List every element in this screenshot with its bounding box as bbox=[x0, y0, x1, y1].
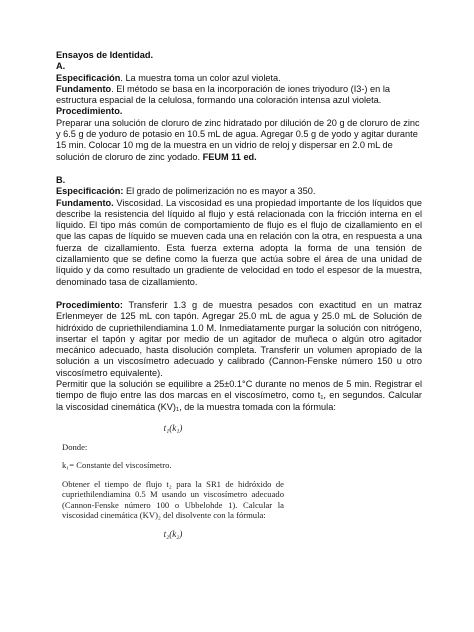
obtener-text: Obtener el tiempo de flujo t₂ para la SR1 de hidróxido de cupriethilendiamina 0.5 M usando un viscosímetro adecuado (Cannon-Fenske número 100 o Ubbelohde 1). Calcular la viscosidad cinemática (KV)₂ del disolvente con la fórmula: bbox=[62, 479, 284, 520]
document-page bbox=[56, 50, 422, 539]
fund-label: Fundamento bbox=[56, 83, 112, 94]
spec-label: Especificación bbox=[56, 72, 121, 83]
proc-label: Procedimiento bbox=[56, 106, 120, 117]
proc-b-text: Transferir 1.3 g de muestra pesados con exactitud en un matraz Erlenmeyer de 125 mL con tapón. Agregar 25.0 mL de agua y 25.0 mL de Solución de hidróxido de cupriethilendiamina 1.0 M. Inmediatamente purgar la solución con nitrógeno, insertar el tapón y agitar por medio de un agitador de muñeca o algún otro agitador mecánico adecuado, hasta disolución completa. Transferir un volumen apropiado de la solución a un viscosímetro adecuado y calibrado (Cannon-Fenske número 150 u otro viscosímetro equivalente). bbox=[56, 299, 422, 378]
proc-b-label: Procedimiento: bbox=[56, 299, 123, 310]
fund-text: . El método se basa en la incorporación de iones triyoduro (I3-) en la estructura espacial de la celulosa, formando una coloración intensa azul violeta. bbox=[56, 83, 390, 106]
scanned-excerpt bbox=[62, 423, 284, 539]
section-b-specification bbox=[56, 186, 422, 197]
section-a-procedimiento: Procedimiento. bbox=[56, 106, 123, 117]
k1-definition: k₁= Constante del viscosímetro. bbox=[62, 460, 172, 471]
section-a-specification bbox=[56, 73, 422, 84]
section-a-letter: A. bbox=[56, 61, 66, 72]
proc-text: Preparar una solución de cloruro de zinc hidratado por dilución de 20 g de cloruro de zinc y 6.5 g de yoduro de potasio en 10.5 mL de agua. Agregar 0.5 g de yodo y agitar durante 15 min. Colocar 10 mg de la muestra en un vidrio de reloj y dispersar en 2.0 mL de solución de cloruro de zinc yodado. bbox=[56, 117, 420, 162]
section-b-fundamento bbox=[56, 198, 422, 288]
donde-label: Donde: bbox=[62, 441, 88, 452]
spec-b-text: El grado de polimerización no es mayor a 350. bbox=[123, 186, 316, 197]
section-b-letter: B. bbox=[56, 174, 66, 185]
fund-b-text: Viscosidad. La viscosidad es una propiedad importante de los líquidos que describe la resistencia del líquido al flujo y está relacionada con la fricción interna en el líquido. El tipo más común de comportamiento de flujo es el flujo de cizallamiento en el que las capas de líquido se mueven cada una en relación con la otra, en respuesta a una fuerza de cizallamiento. Esta fuerza externa adopta la forma de una tensión de cizallamiento que se define como la fuerza que actúa sobre el área de una unidad de líquido y da como resultado un gradiente de velocidad en todo el espesor de la muestra, denominado tasa de cizallamiento. bbox=[56, 197, 422, 287]
section-b-paragraph2: Permitir que la solución se equilibre a 25±0.1°C durante no menos de 5 min. Registrar el tiempo de flujo entre las dos marcas en el viscosímetro, como t₁, en segundos. Calcular la viscosidad cinemática (KV)₁, de la muestra tomada con la fórmula: bbox=[56, 379, 422, 412]
fund-b-label: Fundamento. bbox=[56, 197, 114, 208]
spec-text: . La muestra toma un color azul violeta. bbox=[120, 72, 281, 83]
section-title: Ensayos de Identidad. bbox=[56, 50, 154, 60]
spec-b-label: Especificación: bbox=[56, 186, 124, 197]
section-a-proc-text bbox=[56, 118, 422, 163]
section-a-fundamento bbox=[56, 84, 422, 107]
section-b-procedimiento bbox=[56, 300, 422, 379]
proc-ref: FEUM 11 ed. bbox=[202, 151, 257, 162]
formula-2: t₂(k₂) bbox=[163, 528, 183, 539]
formula-1: t₁(k₁) bbox=[163, 422, 183, 433]
